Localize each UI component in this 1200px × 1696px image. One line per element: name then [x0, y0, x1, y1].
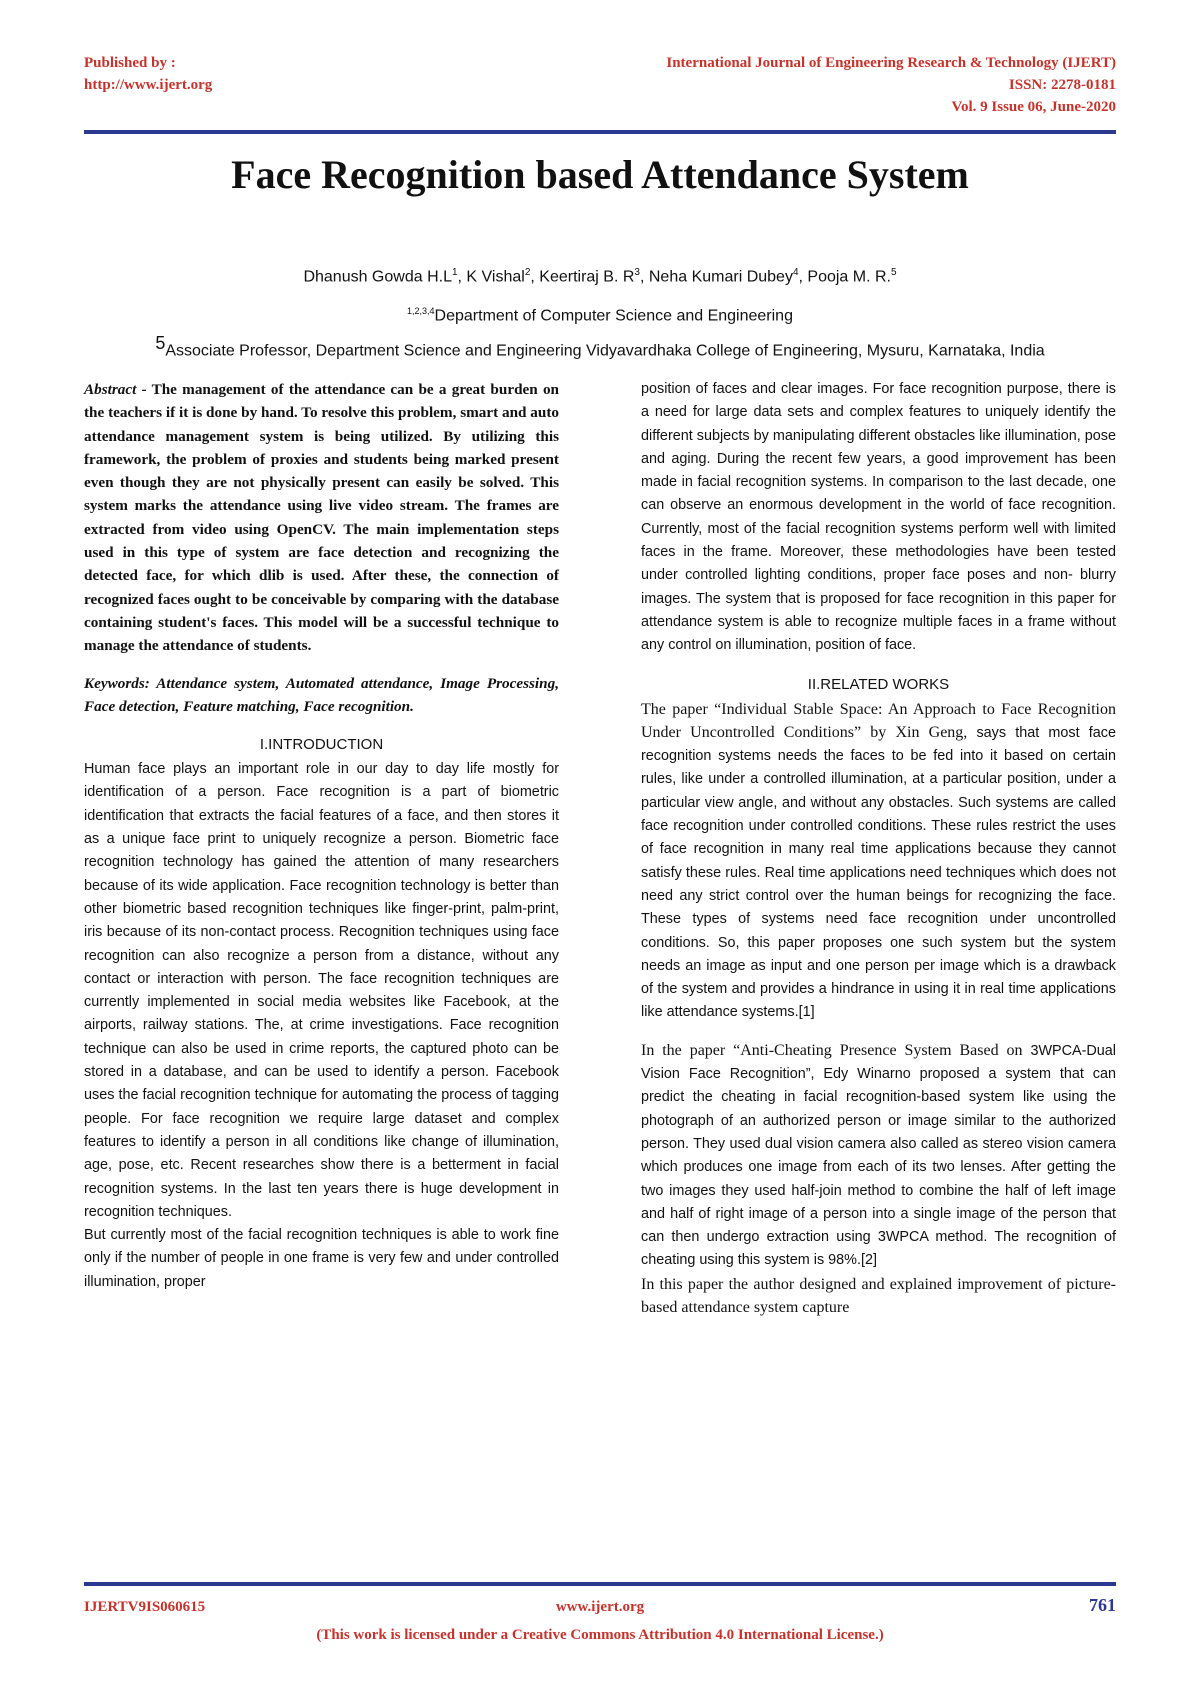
- author-sup: 2: [524, 267, 531, 278]
- page-number: 761: [1089, 1595, 1116, 1615]
- department: [0, 300, 1200, 327]
- author-name: Keertiraj B. R: [539, 268, 635, 286]
- paper-id: IJERTV9IS060615: [84, 1599, 206, 1615]
- footer-divider: [84, 1582, 1116, 1586]
- license-notice: (This work is licensed under a Creative Commons Attribution 4.0 International License.): [316, 1627, 884, 1643]
- author-sup: 1: [451, 267, 458, 278]
- intro-paragraph: Human face plays an important role in our day to day life mostly for identification of a person. Face recognition is a part of biometric identification that extracts the facial features of a face, and then stores it as a unique face print to uniquely recognize a person. Biometric face recognition technology has gained the attention of many researchers because of its wide application. Face recognition technology is better than other biometric based recognition techniques like finger-print, palm-print, iris because of its non-contact process. Recognition techniques using face recognition can also recognize a person from a distance, without any contact or interaction with person. The face recognition techniques are currently implemented in social media websites like Facebook, at the airports, railway stations. The, at crime investigations. Face recognition technique can also be used in crime reports, the captured photo can be stored in a database, and can be used to identify a person. Facebook uses the facial recognition technique for automating the process of tagging people. For face recognition we require large dataset and complex features to identify a person in all conditions like change of illumination, age, pose, etc. Recent researches show there is a betterment in facial recognition systems. In the last ten years there is huge development in recognition techniques.: [84, 761, 559, 1220]
- published-by: Published by :: [84, 55, 176, 71]
- affiliation: [84, 332, 1116, 362]
- keywords: Keywords: Attendance system, Automated attendance, Image Processing, Face detection, Feature matching, Face recognition.: [84, 674, 559, 715]
- related-lead: The paper “Individual Stable Space: An Approach to Face Recognition Under Uncontrolled Conditions” by Xin Geng,: [641, 700, 1116, 741]
- author-sup: 4: [792, 267, 799, 278]
- abstract-label: Abstract -: [84, 381, 147, 398]
- header-left: [84, 52, 212, 96]
- department-text: Department of Computer Science and Engineering: [434, 307, 793, 325]
- abstract: [84, 378, 559, 658]
- section-heading-related-works: II.RELATED WORKS: [807, 675, 950, 693]
- author-name: Pooja M. R.: [807, 268, 891, 286]
- author-sup: 3: [634, 267, 640, 278]
- intro-paragraph: But currently most of the facial recognition techniques is able to work fine only if the number of people in one frame is very few and under controlled illumination, proper: [84, 1227, 559, 1290]
- author-sup: 5: [891, 267, 897, 278]
- footer-url-link[interactable]: www.ijert.org: [555, 1599, 645, 1615]
- section-heading-introduction: I.INTRODUCTION: [259, 736, 384, 754]
- intro-paragraph-continued: position of faces and clear images. For face recognition purpose, there is a need for large data sets and complex features to uniquely identify the different subjects by manipulating different obstacles like illumination, pose and aging. During the recent few years, a good improvement has been made in facial recognition systems. In comparison to the last decade, one can observe an enormous development in the world of face recognition. Currently, most of the facial recognition systems perform well with limited faces in the frame. Moreover, these methodologies have been tested under controlled lighting conditions, proper face poses and non- blurry images. The system that is proposed for face recognition in this paper for attendance system is able to recognize multiple faces in a frame without any control on illumination, position of face.: [641, 381, 1116, 654]
- paper-title: Face Recognition based Attendance System: [231, 152, 969, 197]
- header-right: [666, 52, 1116, 118]
- related-paragraph: [641, 698, 1116, 1025]
- abstract-text: The management of the attendance can be a great burden on the teachers if it is done by hand. To resolve this problem, smart and auto attendance management system is being utilized. By utilizing this framework, the problem of proxies and students being marked present even though they are not physically present can easily be solved. This system marks the attendance using live video stream. The frames are extracted from video using OpenCV. The main implementation steps used in this type of system are face detection and recognizing the detected face, for which dlib is used. After these, the connection of recognized faces ought to be conceivable by comparing with the database containing student's faces. This model will be a successful technique to manage the attendance of students.: [84, 381, 559, 655]
- author-name: Neha Kumari Dubey: [648, 268, 793, 286]
- related-text: 3WPCA-Dual Vision Face Recognition”, Edy Winarno proposed a system that can predict the cheating in facial recognition-based system like using the photograph of an authorized person or image similar to the authorized person. They used dual vision camera also called as stereo vision camera which produces one image from each of its two lenses. After getting the two images they used half-join method to combine the half of left image and half of right image of a person into a single image of the person that can then undergo extraction using 3WPCA method. The recognition of cheating using this system is 98%.[2]: [641, 1042, 1117, 1269]
- related-text: says that most face recognition systems needs the faces to be fed into it based on certain rules, like under a controlled illumination, at a particular position, under a particular view angle, and without any obstacles. Such systems are called face recognition under controlled conditions. These rules restrict the uses of face recognition in many real time applications because they cannot satisfy these rules. Real time applications need techniques which does not need any strict control over the human beings for recognizing the face. These types of systems need face recognition under uncontrolled conditions. So, this paper proposes one such system but the system needs an image as input and one person per image which is a drawback of the system and provides a hindrance in using it in real time applications like attendance systems.[1]: [641, 724, 1116, 1021]
- volume-issue: Vol. 9 Issue 06, June-2020: [951, 99, 1116, 115]
- header-divider: [84, 130, 1116, 134]
- department-sup: 1,2,3,4: [407, 306, 435, 316]
- related-paragraph: In this paper the author designed and explained improvement of picture-based attendance system capture: [641, 1275, 1116, 1316]
- journal-name: International Journal of Engineering Research & Technology (IJERT): [666, 55, 1116, 71]
- affiliation-text: Associate Professor, Department Science and Engineering Vidyavardhaka College of Engineering, Mysuru, Karnataka, India: [165, 342, 1045, 360]
- author-name: K Vishal: [466, 268, 525, 286]
- author-name: Dhanush Gowda H.L: [303, 268, 452, 286]
- site-url-link[interactable]: http://www.ijert.org: [84, 77, 213, 93]
- left-column: [84, 378, 559, 1294]
- issn: ISSN: 2278-0181: [1008, 77, 1116, 93]
- related-paragraph: [641, 1039, 1116, 1273]
- affiliation-sup: 5: [155, 333, 166, 353]
- author-list: Dhanush Gowda $H.L^1$, K Vishal$^2$, Keertiraj B. $R^3$, Neha Kumari Dubey$^4$, Pooja M. R.$^5$: [303, 267, 897, 286]
- right-column: [641, 378, 1116, 1319]
- related-lead: In the paper “Anti-Cheating Presence System Based on: [641, 1041, 1023, 1059]
